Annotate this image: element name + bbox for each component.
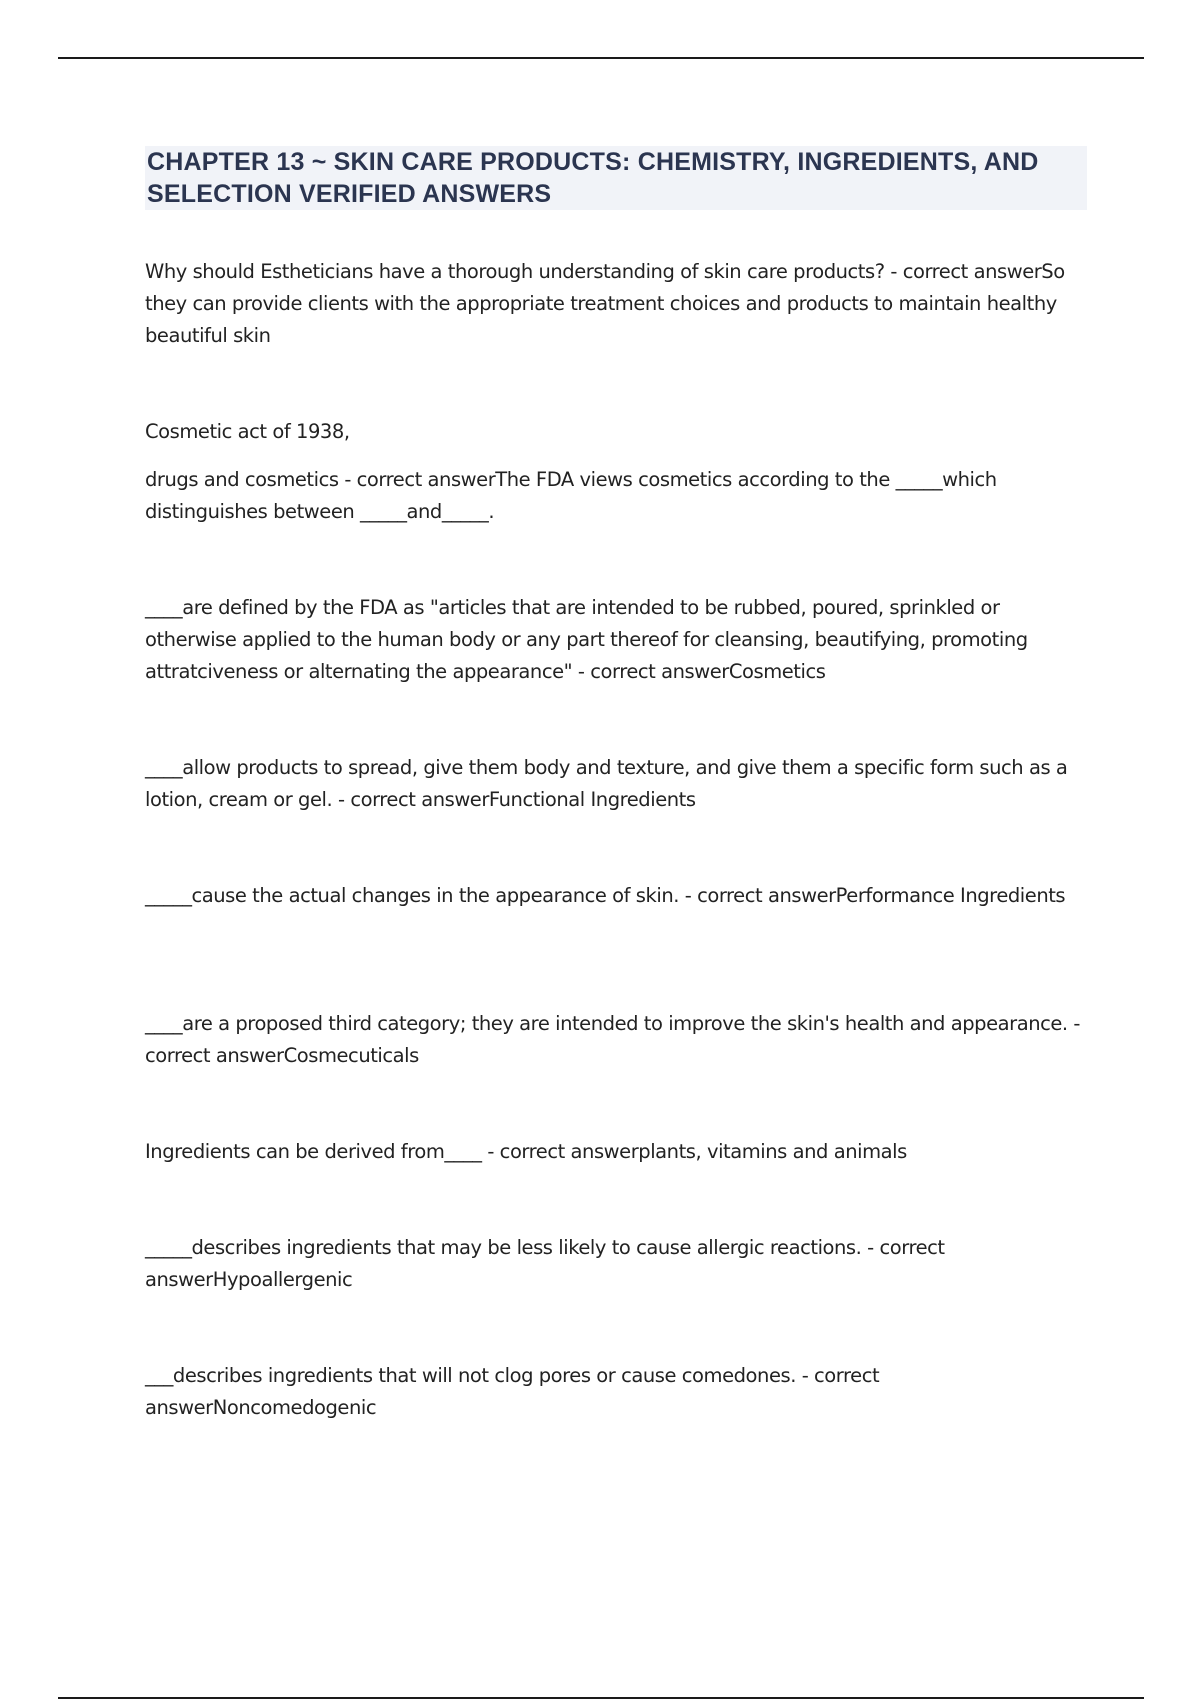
qa-entry-4: ____are defined by the FDA as "articles that are intended to be rubbed, poured, sprinkled or otherwise applied to the human body or any part thereof for cleansing, beautifying, promoting attratciveness or alternating the appearance" - correct answerCosmetics bbox=[145, 596, 1028, 683]
qa-entry-10: ___describes ingredients that will not clog pores or cause comedones. - correct answerNoncomedogenic bbox=[145, 1364, 880, 1419]
qa-entry-5: ____allow products to spread, give them body and texture, and give them a specific form such as a lotion, cream or gel. - correct answerFunctional Ingredients bbox=[145, 756, 1068, 811]
qa-entry-7: ____are a proposed third category; they are intended to improve the skin's health and appearance. - correct answerCosmecuticals bbox=[145, 1012, 1081, 1067]
qa-entry-3: drugs and cosmetics - correct answerThe FDA views cosmetics according to the _____which distinguishes between _____and_____. bbox=[145, 468, 997, 523]
qa-entry-8: Ingredients can be derived from____ - correct answerplants, vitamins and animals bbox=[145, 1140, 907, 1163]
qa-entry-9: _____describes ingredients that may be less likely to cause allergic reactions. - correct answerHypoallergenic bbox=[145, 1236, 945, 1291]
title-banner bbox=[145, 146, 1087, 210]
header-rule bbox=[58, 57, 1144, 59]
document-title: CHAPTER 13 ~ SKIN CARE PRODUCTS: CHEMISTRY, INGREDIENTS, AND SELECTION VERIFIED ANSWERS bbox=[147, 148, 1039, 208]
qa-entry-6: _____cause the actual changes in the appearance of skin. - correct answerPerformance Ingredients bbox=[145, 884, 1066, 907]
qa-entry-2: Cosmetic act of 1938, bbox=[145, 420, 350, 443]
qa-entry-1: Why should Estheticians have a thorough understanding of skin care products? - correct answerSo they can provide clients with the appropriate treatment choices and products to maintain healthy beautiful skin bbox=[145, 260, 1065, 347]
footer-rule bbox=[58, 1697, 1144, 1699]
